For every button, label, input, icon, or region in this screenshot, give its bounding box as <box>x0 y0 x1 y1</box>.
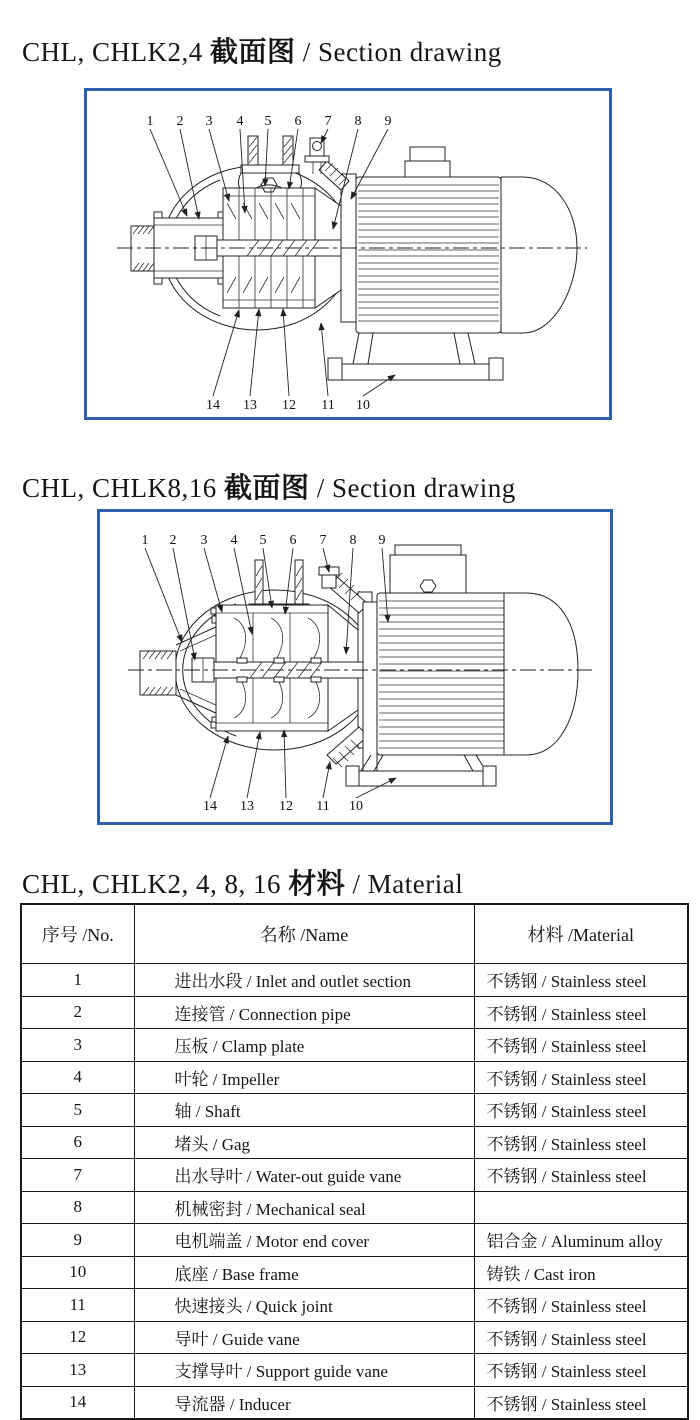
part-number-label: 12 <box>282 398 296 413</box>
cell-name: 机械密封 / Mechanical seal <box>134 1191 474 1224</box>
part-number-label: 4 <box>236 114 244 129</box>
cell-name: 底座 / Base frame <box>134 1256 474 1289</box>
motor <box>356 147 577 333</box>
table-row <box>21 1321 688 1354</box>
table-row <box>21 1191 688 1224</box>
part-number-label: 10 <box>356 398 370 413</box>
table-row <box>21 1256 688 1289</box>
cell-name: 导流器 / Inducer <box>134 1386 474 1419</box>
part-number-label: 1 <box>141 533 149 548</box>
part-number-label: 13 <box>240 799 254 814</box>
section2-title <box>22 466 516 506</box>
table-row <box>21 1159 688 1192</box>
cell-material: 不锈钢 / Stainless steel <box>474 1061 688 1094</box>
cell-no: 13 <box>21 1354 134 1387</box>
section1-model: CHL, CHLK2,4 <box>22 37 203 67</box>
part-number-label: 7 <box>324 114 332 129</box>
cell-no: 9 <box>21 1224 134 1257</box>
part-number-label: 9 <box>378 533 386 548</box>
cell-no: 7 <box>21 1159 134 1192</box>
cell-name: 堵头 / Gag <box>134 1126 474 1159</box>
cell-name: 支撑导叶 / Support guide vane <box>134 1354 474 1387</box>
cell-no: 10 <box>21 1256 134 1289</box>
part-number-label: 13 <box>243 398 257 413</box>
table-row <box>21 1061 688 1094</box>
table-row <box>21 964 688 997</box>
part-number-label: 14 <box>203 799 217 814</box>
part-number-label: 8 <box>354 114 362 129</box>
cell-material: 不锈钢 / Stainless steel <box>474 1029 688 1062</box>
part-number-label: 3 <box>200 533 208 548</box>
table-row <box>21 1029 688 1062</box>
part-number-label: 8 <box>349 533 357 548</box>
cell-material: 铸铁 / Cast iron <box>474 1256 688 1289</box>
base-frame <box>328 333 503 380</box>
part-number-label: 7 <box>319 533 327 548</box>
cell-material <box>474 1191 688 1224</box>
cell-no: 6 <box>21 1126 134 1159</box>
part-number-label: 10 <box>349 799 363 814</box>
cell-no: 5 <box>21 1094 134 1127</box>
table-row <box>21 1224 688 1257</box>
section2-title-en: / Section drawing <box>316 473 516 503</box>
section-drawing-frame-2 <box>97 509 613 825</box>
cell-name: 快速接头 / Quick joint <box>134 1289 474 1322</box>
part-number-label: 9 <box>384 114 392 129</box>
cell-material: 铝合金 / Aluminum alloy <box>474 1224 688 1257</box>
section3-title-cn: 材料 <box>288 869 346 900</box>
table-row <box>21 1126 688 1159</box>
pump-section-drawing-chl816 <box>100 512 610 822</box>
section2-title-cn: 截面图 <box>224 473 310 504</box>
cell-name: 叶轮 / Impeller <box>134 1061 474 1094</box>
section3-title-en: / Material <box>352 869 464 899</box>
table-row <box>21 1386 688 1419</box>
header-name: 名称 /Name <box>134 904 474 964</box>
cell-material: 不锈钢 / Stainless steel <box>474 1386 688 1419</box>
table-row <box>21 1289 688 1322</box>
cell-name: 出水导叶 / Water-out guide vane <box>134 1159 474 1192</box>
section-drawing-frame-1 <box>84 88 612 420</box>
section2-model: CHL, CHLK8,16 <box>22 473 217 503</box>
part-number-label: 2 <box>169 533 177 548</box>
table-row <box>21 1094 688 1127</box>
cell-no: 3 <box>21 1029 134 1062</box>
cell-name: 电机端盖 / Motor end cover <box>134 1224 474 1257</box>
part-number-label: 11 <box>321 398 335 413</box>
motor <box>363 545 578 772</box>
cell-no: 12 <box>21 1321 134 1354</box>
part-number-label: 5 <box>264 114 272 129</box>
section3-title <box>22 862 463 902</box>
section1-title-cn: 截面图 <box>210 37 296 68</box>
cell-name: 进出水段 / Inlet and outlet section <box>134 964 474 997</box>
section1-title-en: / Section drawing <box>302 37 502 67</box>
part-number-label: 6 <box>294 114 302 129</box>
part-number-label: 1 <box>146 114 154 129</box>
part-number-label: 3 <box>205 114 213 129</box>
part-number-label: 5 <box>259 533 267 548</box>
section3-model: CHL, CHLK2, 4, 8, 16 <box>22 869 281 899</box>
cell-name: 连接管 / Connection pipe <box>134 996 474 1029</box>
part-number-label: 12 <box>279 799 293 814</box>
cell-name: 轴 / Shaft <box>134 1094 474 1127</box>
cell-material: 不锈钢 / Stainless steel <box>474 1126 688 1159</box>
header-no: 序号 /No. <box>21 904 134 964</box>
cell-no: 2 <box>21 996 134 1029</box>
cell-material: 不锈钢 / Stainless steel <box>474 964 688 997</box>
part-number-label: 11 <box>316 799 330 814</box>
cell-material: 不锈钢 / Stainless steel <box>474 1321 688 1354</box>
cell-no: 11 <box>21 1289 134 1322</box>
cell-no: 1 <box>21 964 134 997</box>
base-frame <box>346 755 496 786</box>
table-header-row <box>21 904 688 964</box>
part-number-label: 6 <box>289 533 297 548</box>
cell-material: 不锈钢 / Stainless steel <box>474 1094 688 1127</box>
header-material: 材料 /Material <box>474 904 688 964</box>
cell-material: 不锈钢 / Stainless steel <box>474 1289 688 1322</box>
cell-material: 不锈钢 / Stainless steel <box>474 1159 688 1192</box>
cell-name: 压板 / Clamp plate <box>134 1029 474 1062</box>
table-row <box>21 1354 688 1387</box>
cell-name: 导叶 / Guide vane <box>134 1321 474 1354</box>
part-number-label: 2 <box>176 114 184 129</box>
cell-no: 8 <box>21 1191 134 1224</box>
part-number-label: 4 <box>230 533 238 548</box>
table-row <box>21 996 688 1029</box>
pump-section-drawing-chl24 <box>87 91 609 417</box>
material-table <box>20 903 689 1420</box>
cell-no: 14 <box>21 1386 134 1419</box>
cell-no: 4 <box>21 1061 134 1094</box>
part-number-label: 14 <box>206 398 220 413</box>
section1-title <box>22 30 502 70</box>
cell-material: 不锈钢 / Stainless steel <box>474 1354 688 1387</box>
cell-material: 不锈钢 / Stainless steel <box>474 996 688 1029</box>
